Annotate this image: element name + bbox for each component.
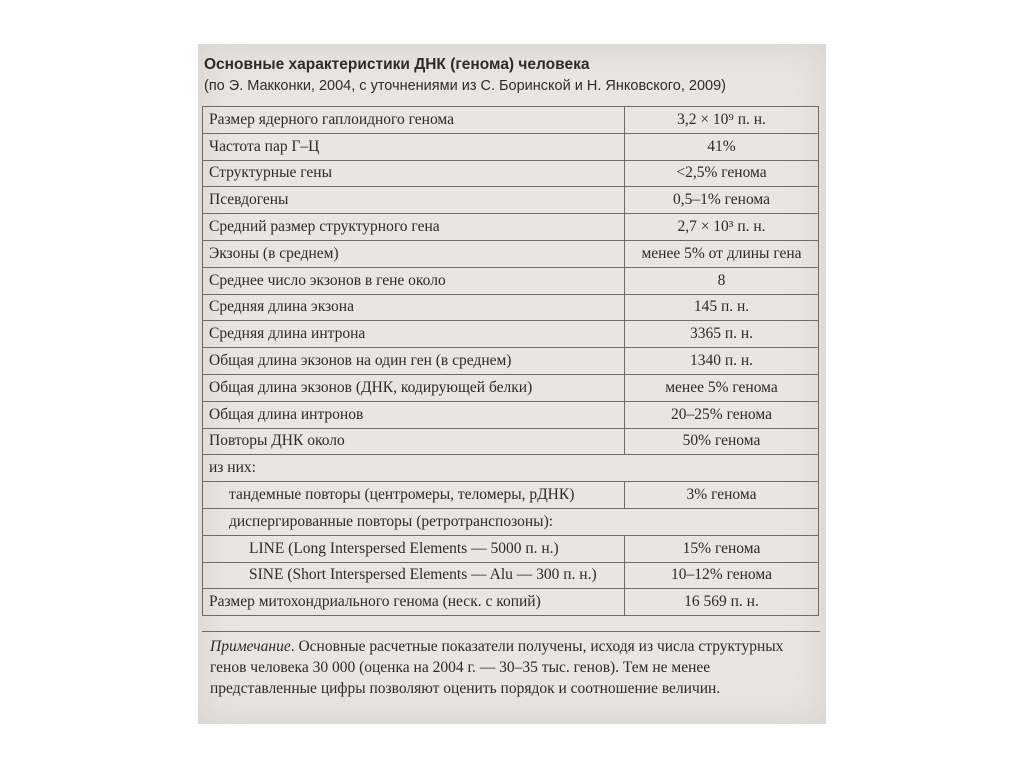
row-value: <2,5% генома: [625, 160, 819, 187]
table-row: [203, 267, 819, 294]
row-value: 3365 п. н.: [625, 321, 819, 348]
table-row: [203, 240, 819, 267]
row-value: 1340 п. н.: [625, 348, 819, 375]
row-label: Средняя длина интрона: [203, 321, 625, 348]
row-value: 50% генома: [625, 428, 819, 455]
row-value: 8: [625, 267, 819, 294]
row-label: Общая длина экзонов на один ген (в среднем): [203, 348, 625, 375]
row-label: Средняя длина экзона: [203, 294, 625, 321]
table-title: Основные характеристики ДНК (генома) человека: [204, 56, 590, 73]
row-label: из них:: [203, 455, 819, 482]
table-row: [203, 107, 819, 134]
row-value: менее 5% от длины гена: [625, 240, 819, 267]
dna-characteristics-table: [202, 106, 819, 616]
row-label: Повторы ДНК около: [203, 428, 625, 455]
row-value: 3% генома: [625, 482, 819, 509]
row-value: 0,5–1% генома: [625, 187, 819, 214]
table-row: [203, 294, 819, 321]
row-label: Частота пар Г–Ц: [203, 133, 625, 160]
row-label: Общая длина экзонов (ДНК, кодирующей белки): [203, 374, 625, 401]
table-subtitle: (по Э. Макконки, 2004, с уточнениями из С. Боринской и Н. Янковского, 2009): [204, 78, 726, 94]
row-value: 2,7 × 10³ п. н.: [625, 214, 819, 241]
table-note: [202, 631, 820, 699]
row-label: SINE (Short Interspersed Elements — Alu — 300 п. н.): [203, 562, 625, 589]
table-row: [203, 535, 819, 562]
table-row: [203, 455, 819, 482]
table-row: [203, 348, 819, 375]
row-label: Структурные гены: [203, 160, 625, 187]
note-label: Примечание: [210, 638, 291, 655]
row-label: Общая длина интронов: [203, 401, 625, 428]
table-row: [203, 401, 819, 428]
row-value: 3,2 × 10⁹ п. н.: [625, 107, 819, 134]
row-value: 145 п. н.: [625, 294, 819, 321]
row-label: Размер ядерного гаплоидного генома: [203, 107, 625, 134]
table-row: [203, 133, 819, 160]
table-row: [203, 374, 819, 401]
row-value: 41%: [625, 133, 819, 160]
note-text: . Основные расчетные показатели получены, исходя из числа структурных генов человека 30 000 (оценка на 2004 г. — 30–35 тыс. генов). Тем не менее представленные цифры позволяют оценить порядок и соотношение величин.: [210, 638, 784, 697]
row-label: Экзоны (в среднем): [203, 240, 625, 267]
row-value: 16 569 п. н.: [625, 589, 819, 616]
row-label: Среднее число экзонов в гене около: [203, 267, 625, 294]
table-row: [203, 589, 819, 616]
table-row: [203, 508, 819, 535]
row-label: Средний размер структурного гена: [203, 214, 625, 241]
row-value: 20–25% генома: [625, 401, 819, 428]
row-label: Псевдогены: [203, 187, 625, 214]
book-page: [198, 44, 826, 724]
row-label: диспергированные повторы (ретротранспозоны):: [203, 508, 819, 535]
table-row: [203, 428, 819, 455]
row-value: менее 5% генома: [625, 374, 819, 401]
row-value: 15% генома: [625, 535, 819, 562]
table-row: [203, 562, 819, 589]
row-label: Размер митохондриального генома (неск. с копий): [203, 589, 625, 616]
row-label: тандемные повторы (центромеры, теломеры, рДНК): [203, 482, 625, 509]
table-row: [203, 187, 819, 214]
table-row: [203, 321, 819, 348]
row-label: LINE (Long Interspersed Elements — 5000 п. н.): [203, 535, 625, 562]
table-row: [203, 160, 819, 187]
row-value: 10–12% генома: [625, 562, 819, 589]
table-row: [203, 482, 819, 509]
table-row: [203, 214, 819, 241]
